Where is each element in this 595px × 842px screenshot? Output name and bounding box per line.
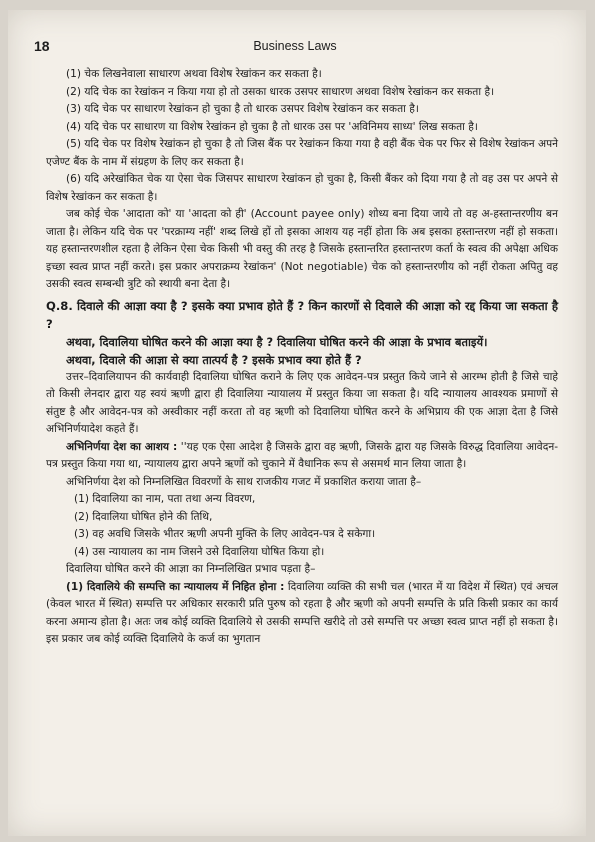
paragraph-4: (4) यदि चेक पर साधारण या विशेष रेखांकन हो चुका है तो धारक उस पर 'अविनिमय साध्य' लिख सकता है। [66,120,478,133]
paragraph-5: (5) यदि चेक पर विशेष रेखांकन हो चुका है तो जिस बैंक पर रेखांकन किया गया है वही बैंक चेक पर फिर से विशेष रेखांकन अपने एजेण्ट बैंक के नाम में संग्रहण के लिए कर सकता है। [46,138,558,168]
running-head: Business Laws [253,39,337,53]
effects-intro: दिवालिया घोषित करने की आज्ञा का निम्नलिखित प्रभाव पड़ता है– [66,563,316,575]
question-alt-1: अथवा, दिवालिया घोषित करने की आज्ञा क्या है ? दिवालिया घोषित करने की आज्ञा के प्रभाव बताइयें। [66,334,488,349]
paragraph-3: (3) यदि चेक पर साधारण रेखांकन हो चुका है तो धारक उसपर विशेष रेखांकन कर सकता है। [66,103,419,115]
paragraph-7: जब कोई चेक 'आदाता को' या 'आदता को ही' (Account payee only) शोध्य बना दिया जाये तो वह अ-हस्तान्तरणीय बन जाता है। लेकिन यदि चेक पर 'परक्राम्य नहीं' शब्द लिखे हों तो इसका आशय यह नहीं होता कि अब इसका हस्तान्तरण नहीं हो सकता। यह हस्तान्तरणशील रहता है लेकिन ऐसा चेक किसी भी वस्तु की तरह है जिसके हस्तान्तरित हस्तान्तरण कर्ता के स्वत्व की अपेक्षा अधिक इच्छा स्वत्व प्राप्त नहीं करते। इस प्रकार अपराक्रम्य रेखांकन' (Not negotiable) चेक को हस्तान्तरणीय को नहीं रोकता अपितु वह उसकी स्वत्व सम्बन्धी त्रुटि को स्थायी बना देता है। [46,208,558,290]
gazette-paragraph: अभिनिर्णया देश को निम्नलिखित विवरणों के साथ राजकीय गजट में प्रकाशित कराया जाता है– [66,475,422,488]
paragraph-6: (6) यदि अरेखांकित चेक या ऐसा चेक जिसपर साधारण रेखांकन हो चुका है, किसी बैंकर को दिया गया है तो वह उस पर अपने से विशेष रेखांकन कर सकता है। [46,173,558,203]
page-number: 18 [34,38,50,54]
question-alt-2: अथवा, दिवाले की आज्ञा से क्या तात्पर्य है ? इसके प्रभाव क्या होते हैं ? [66,352,362,367]
effect-1-text: दिवालिया व्यक्ति की सभी चल (भारत में या विदेश में स्थित) एवं अचल (केवल भारत में स्थित) सम्पत्ति पर अधिकार सरकारी प्रति पुरुष को रहता है और ऋणी को अपनी सम्पत्ति के प्रति किसी प्रकार का कार्य करना अमान्य होता है। अतः जब कोई व्यक्ति दिवालिये से उसकी सम्पत्ति खरीदे तो उसे सम्पत्ति पर अच्छा स्वत्व प्राप्त नहीं हो सकता है। इस प्रकार जब कोई व्यक्ति दिवालिये के कर्ज का भुगतान [46,580,558,645]
definition-label: अभिनिर्णया देश का आशय : [66,440,178,453]
page-body [46,66,558,649]
answer-paragraph: उत्तर–दिवालियापन की कार्यवाही दिवालिया घोषित कराने के लिए एक आवेदन-पत्र प्रस्तुत किये जाने से आरम्भ होती है जिसे चाहे तो किसी लेनदार द्वारा यह स्वयं ऋणी द्वारा ही दिवालिया न्यायालय में प्रस्तुत किया जा सकता है। यदि न्यायालय आवश्यक प्रमाणों से संतुष्ट है और आवेदन-पत्र को अस्वीकार नहीं करता तो वह ऋणी को दिवालिया घोषित करने के अभिप्राय की एक आज्ञा देता है जिसे अभिनिर्णयादेश कहते हैं। [46,370,558,435]
effect-1-paragraph [46,579,558,649]
question-heading: Q.8. दिवाले की आज्ञा क्या है ? इसके क्या प्रभाव होते हैं ? किन कारणों से दिवाले की आज्ञा को रद्द किया जा सकता है ? [46,298,558,331]
definition-text: ''यह एक ऐसा आदेश है जिसके द्वारा वह ऋणी, जिसके द्वारा यह जिसके विरुद्ध दिवालिया आवेदन-पत्र प्रस्तुत किया गया था, न्यायालय द्वारा अपने ऋणों को चुकाने में वैधानिक रूप से असमर्थ मान लिया जाता है। [46,440,559,470]
list-item: (2) दिवालिया घोषित होने की तिथि, [74,510,213,523]
list-item: (4) उस न्यायालय का नाम जिसने उसे दिवालिया घोषित किया हो। [74,545,325,558]
paragraph-1: (1) चेक लिखनेवाला साधारण अथवा विशेष रेखांकन कर सकता है। [66,68,322,80]
page-header [34,38,556,58]
list-item: (1) दिवालिया का नाम, पता तथा अन्य विवरण, [74,493,256,505]
list-item: (3) वह अवधि जिसके भीतर ऋणी अपनी मुक्ति के लिए आवेदन-पत्र दे सकेगा। [74,528,376,540]
effect-1-label: (1) दिवालिये की सम्पत्ति का न्यायालय में निहित होना : [66,580,285,593]
paragraph-2: (2) यदि चेक का रेखांकन न किया गया हो तो उसका धारक उसपर साधारण अथवा विशेष रेखांकन कर सकता है। [66,85,495,98]
definition-paragraph [46,439,558,474]
document-page [8,10,586,836]
